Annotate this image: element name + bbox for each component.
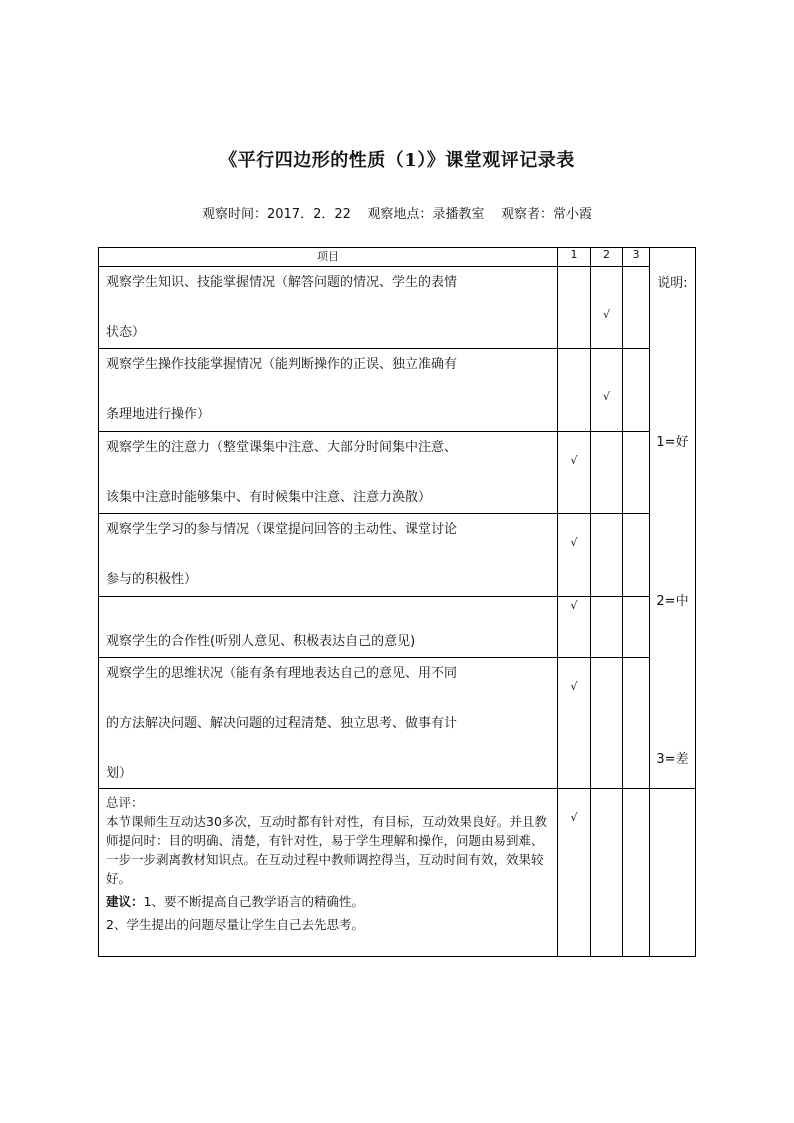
- check-mark: √: [570, 599, 578, 612]
- score-1-cell: [558, 658, 591, 789]
- item-text: 划）: [106, 766, 133, 781]
- check-mark: √: [570, 811, 578, 824]
- legend-empty-cell: [650, 789, 696, 957]
- table-row: [99, 514, 696, 597]
- legend-medium: 2=中: [656, 594, 689, 609]
- score-3-cell: [623, 597, 650, 658]
- item-text: 条理地进行操作）: [106, 407, 211, 422]
- score-3-cell: [623, 658, 650, 789]
- item-cell: [99, 349, 558, 432]
- score-3-cell: [623, 267, 650, 349]
- score-3-cell: [623, 514, 650, 597]
- suggest-label: 建议：: [106, 894, 144, 909]
- item-cell: [99, 514, 558, 597]
- time-label: 观察时间：: [201, 207, 267, 222]
- suggest-1: 1、要不断提高自己教学语言的精确性。: [143, 894, 364, 909]
- item-cell: [99, 658, 558, 789]
- header-score-3: 3: [623, 248, 650, 267]
- legend-heading: 说明:: [657, 276, 688, 291]
- header-item: 项目: [99, 248, 558, 267]
- table-row: [99, 658, 696, 789]
- check-mark: √: [602, 390, 610, 403]
- score-2-cell: [591, 349, 623, 432]
- observer-label: 观察者：: [500, 207, 553, 222]
- item-text: 观察学生知识、技能掌握情况（解答问题的情况、学生的表情: [106, 275, 458, 290]
- score-1-cell: [558, 789, 591, 957]
- legend-cell: [650, 248, 696, 789]
- check-mark: √: [570, 536, 578, 549]
- item-cell: [99, 597, 558, 658]
- item-text: 参与的积极性）: [106, 572, 198, 587]
- item-text: 观察学生操作技能掌握情况（能判断操作的正误、独立准确有: [106, 357, 458, 372]
- item-text: 观察学生学习的参与情况（课堂提问回答的主动性、课堂讨论: [106, 522, 458, 537]
- item-text: 观察学生的思维状况（能有条有理地表达自己的意见、用不同: [106, 666, 458, 681]
- place-value: 录播教室: [432, 207, 485, 222]
- table-row: [99, 432, 696, 514]
- check-mark: √: [570, 680, 578, 693]
- table-row: [99, 349, 696, 432]
- evaluation-table: [98, 247, 696, 957]
- score-2-cell: [591, 267, 623, 349]
- legend-good: 1=好: [656, 435, 689, 450]
- score-1-cell: [558, 514, 591, 597]
- summary-row: [99, 789, 696, 957]
- score-1-cell: [558, 432, 591, 514]
- legend-poor: 3=差: [656, 752, 689, 767]
- table-row: [99, 597, 696, 658]
- header-score-2: 2: [591, 248, 623, 267]
- score-3-cell: [623, 349, 650, 432]
- score-3-cell: [623, 789, 650, 957]
- suggest-2: 2、学生提出的问题尽量让学生自己去先思考。: [106, 917, 364, 932]
- item-cell: [99, 432, 558, 514]
- observer-value: 常小霞: [553, 207, 593, 222]
- item-text: 状态）: [106, 325, 146, 340]
- item-cell: [99, 267, 558, 349]
- score-1-cell: [558, 597, 591, 658]
- score-2-cell: [591, 658, 623, 789]
- check-mark: √: [570, 454, 578, 467]
- score-2-cell: [591, 432, 623, 514]
- item-text: 观察学生的合作性(听别人意见、积极表达自己的意见): [106, 634, 416, 649]
- header-score-1: 1: [558, 248, 591, 267]
- header-row: [99, 248, 696, 267]
- score-2-cell: [591, 789, 623, 957]
- score-2-cell: [591, 597, 623, 658]
- page-title: 《平行四边形的性质（1）》课堂观评记录表: [219, 150, 575, 171]
- score-1-cell: [558, 349, 591, 432]
- score-2-cell: [591, 514, 623, 597]
- score-3-cell: [623, 432, 650, 514]
- item-text: 该集中注意时能够集中、有时候集中注意、注意力涣散）: [106, 490, 432, 505]
- observation-meta: [0, 203, 794, 222]
- summary-text: 本节课师生互动达30多次，互动时都有针对性，有目标，互动效果良好。并且教师提问时：目的明确、清楚，有针对性，易于学生理解和操作，问题由易到难、一步一步剥离教材知识点。在互动过程中教师调控得当，互动时间有效，效果较好。: [106, 814, 547, 886]
- item-text: 观察学生的注意力（整堂课集中注意、大部分时间集中注意、: [106, 440, 458, 455]
- item-text: 的方法解决问题、解决问题的过程清楚、独立思考、做事有计: [106, 716, 458, 731]
- time-value: 2017．2．22: [266, 207, 351, 222]
- table-row: [99, 267, 696, 349]
- check-mark: √: [602, 308, 610, 321]
- summary-label: 总评：: [106, 795, 144, 810]
- place-label: 观察地点：: [367, 207, 433, 222]
- summary-cell: [99, 789, 558, 957]
- score-1-cell: [558, 267, 591, 349]
